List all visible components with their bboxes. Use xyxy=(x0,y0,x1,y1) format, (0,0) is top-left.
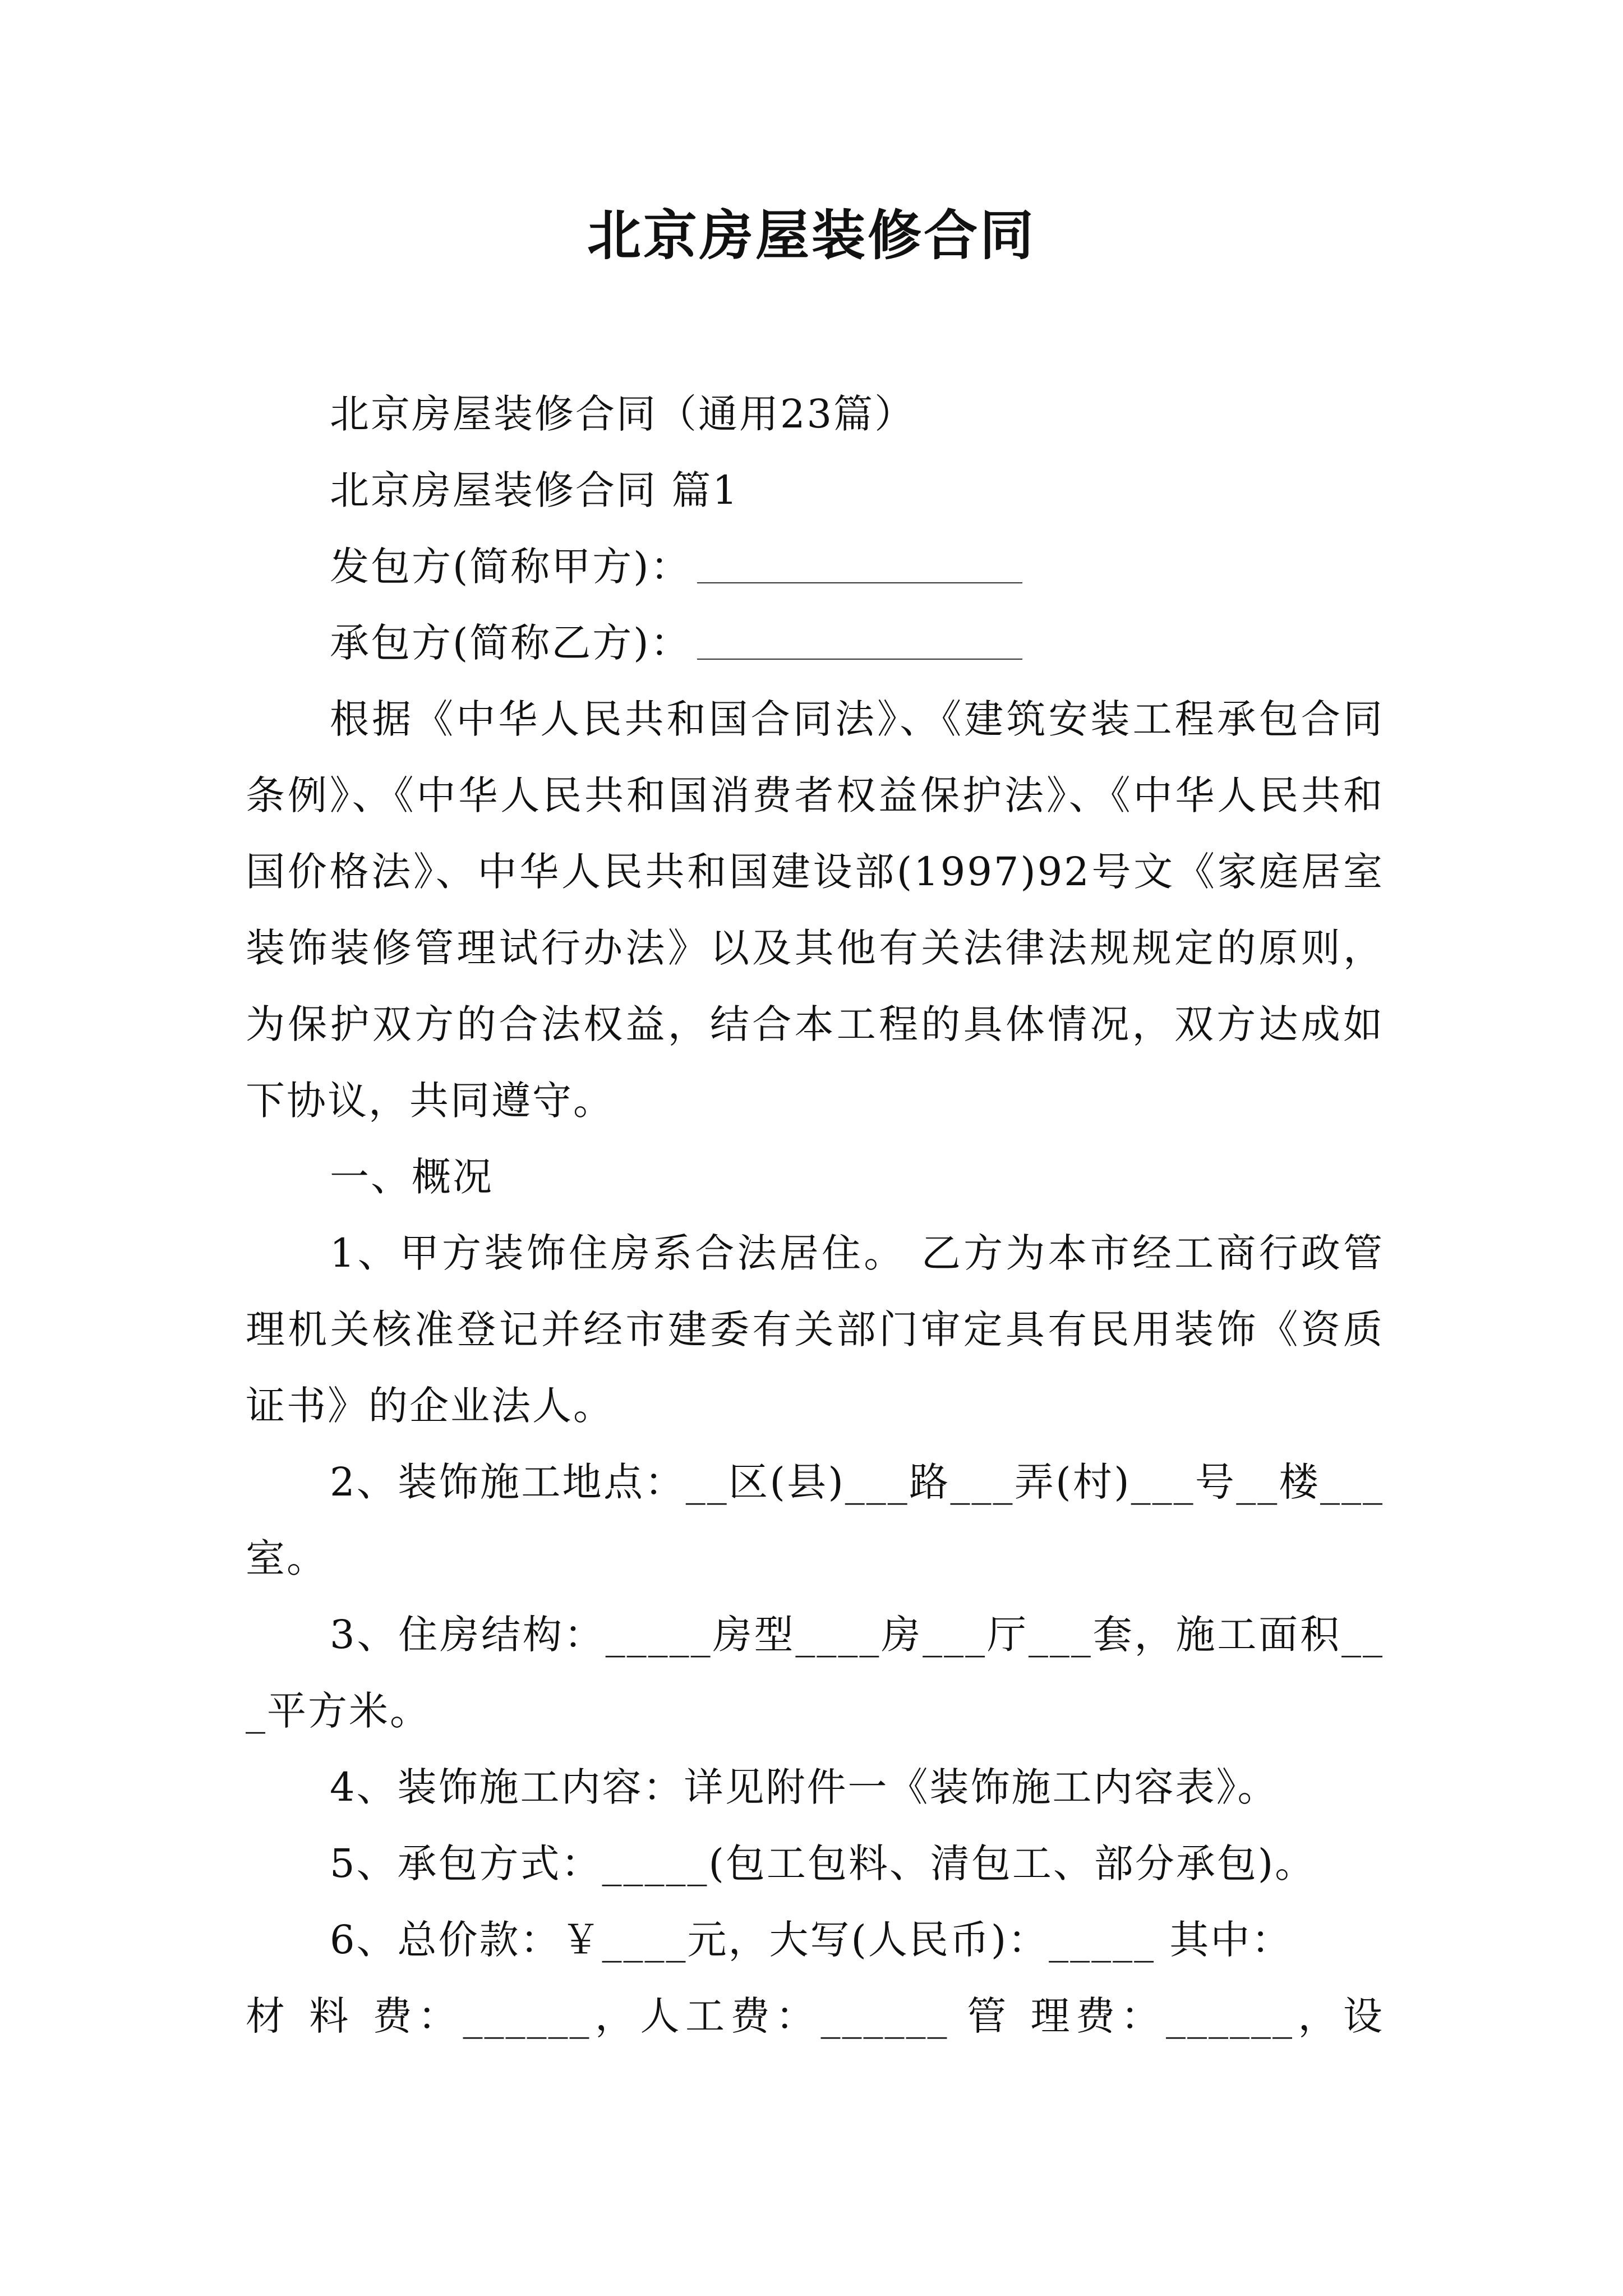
party-a-label: 发包方(简称甲方)： xyxy=(330,544,691,590)
clause-5: 5、承包方式：_____(包工包料、清包工、部分承包)。 xyxy=(330,1841,1316,1887)
document-subtitle: 北京房屋装修合同（通用23篇） xyxy=(330,391,916,437)
document-title: 北京房屋装修合同 xyxy=(587,204,1036,267)
clause-6-line-1: 6、总价款：￥____元，大写(人民币)：_____ 其中： xyxy=(330,1917,1293,1963)
clause-1: 1、甲方装饰住房系合法居住。 乙方为本市经工商行政管理机关核准登记并经市建委有关部门审定具有民用装饰《资质证书》的企业法人。 xyxy=(246,1230,1384,1429)
document-body xyxy=(246,376,1384,2054)
party-a-blank xyxy=(697,543,1022,583)
preamble-paragraph: 根据《中华人民共和国合同法》、《建筑安装工程承包合同条例》、《中华人民共和国消费者权益保护法》、《中华人民共和国价格法》、中华人民共和国建设部(1997)92号文《家庭居室装饰装修管理试行办法》以及其他有关法律法规规定的原则，为保护双方的合法权益，结合本工程的具体情况，双方达成如下协议，共同遵守。 xyxy=(246,696,1384,1124)
party-b-blank xyxy=(697,619,1022,660)
clause-6-line-2: 材 料 费：______，人工费：______ 管 理费：______，设 xyxy=(246,1993,1384,2039)
party-a-line xyxy=(246,528,1384,605)
clause-4: 4、装饰施工内容：详见附件一《装饰施工内容表》。 xyxy=(330,1764,1279,1810)
section-heading: 北京房屋装修合同 篇1 xyxy=(330,467,739,513)
party-b-label: 承包方(简称乙方)： xyxy=(330,620,691,666)
clause-3: 3、住房结构：_____房型____房___厅___套，施工面积___平方米。 xyxy=(246,1612,1384,1734)
clause-2: 2、装饰施工地点：__区(县)___路___弄(村)___号__楼___室。 xyxy=(246,1459,1384,1581)
chapter-heading-overview: 一、概况 xyxy=(330,1154,494,1200)
party-b-line xyxy=(246,605,1384,681)
